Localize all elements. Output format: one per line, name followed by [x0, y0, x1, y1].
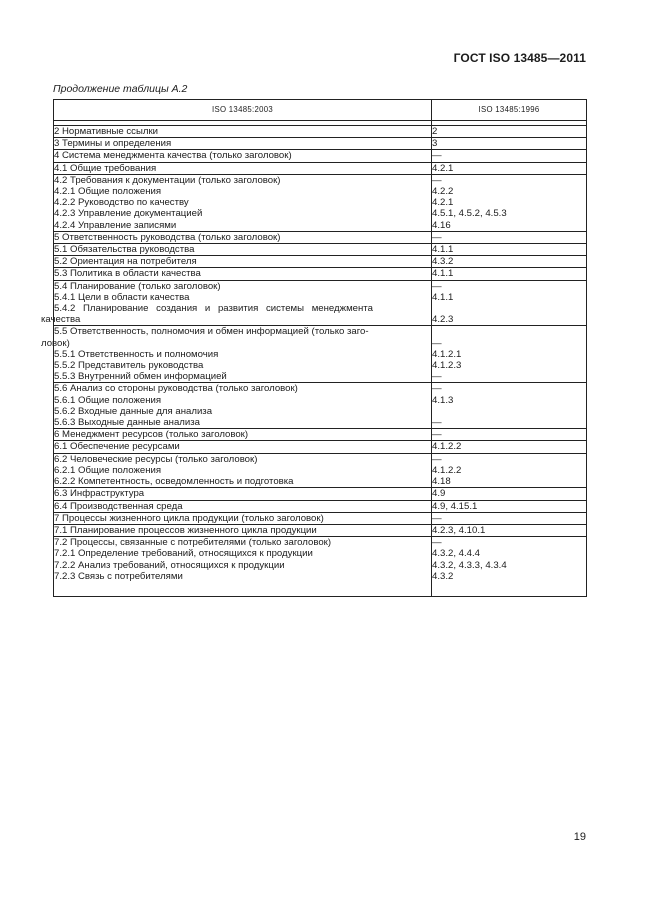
- row-ref: —: [432, 537, 442, 549]
- row-ref: 4.2.1: [432, 197, 454, 209]
- table-row: [54, 268, 587, 280]
- cell-iso-2003: [54, 268, 432, 280]
- row-text: 5.4.2 Планирование создания и развития системы менеджмента: [54, 303, 373, 315]
- cell-iso-1996: [432, 268, 587, 280]
- row-text: 6.2.1 Общие положения: [54, 464, 162, 476]
- cell-iso-2003: [54, 524, 432, 536]
- row-ref: —: [432, 383, 442, 395]
- row-ref: —: [432, 150, 442, 162]
- cell-iso-2003: [41, 326, 432, 383]
- row-text: 5.4.1 Цели в области качества: [54, 291, 190, 303]
- cell-iso-1996: [432, 138, 587, 150]
- cell-iso-1996: [432, 537, 587, 597]
- row-text: 5.6.2 Входные данные для анализа: [54, 405, 213, 417]
- cell-iso-2003: [54, 441, 432, 453]
- table-caption: Продолжение таблицы А.2: [53, 83, 188, 95]
- row-text: 5.5 Ответственность, полномочия и обмен информацией (только заго-: [54, 326, 369, 338]
- cell-iso-2003: [54, 244, 432, 256]
- cell-iso-2003: [54, 138, 432, 150]
- table-row: [54, 453, 587, 488]
- row-text: 5.5.3 Внутренний обмен информацией: [54, 371, 227, 383]
- cell-iso-1996: [432, 326, 587, 383]
- row-ref: 4.1.2.2: [432, 441, 462, 453]
- row-text: 5.1 Обязательства руководства: [54, 244, 195, 256]
- cell-iso-1996: [432, 383, 587, 429]
- column-header-iso-2003: ISO 13485:2003: [54, 100, 432, 121]
- row-text: 4.2.1 Общие положения: [54, 186, 162, 198]
- table-row: [54, 174, 587, 231]
- row-ref: 4.2.3: [432, 314, 454, 326]
- page-number: 19: [573, 831, 586, 843]
- table-row: [54, 441, 587, 453]
- row-text: 6.3 Инфраструктура: [54, 488, 145, 500]
- row-text: 4.2 Требования к документации (только заголовок): [54, 174, 281, 186]
- row-ref: —: [432, 417, 442, 429]
- row-ref: 2: [432, 126, 438, 137]
- cell-iso-2003: [54, 453, 432, 488]
- row-ref: 4.1.1: [432, 244, 454, 256]
- table-row: [54, 524, 587, 536]
- cell-iso-2003: [54, 162, 432, 174]
- cell-iso-1996: [432, 524, 587, 536]
- table-row: [54, 429, 587, 441]
- cell-iso-1996: [432, 174, 587, 231]
- row-text: 4.2.3 Управление документацией: [54, 208, 203, 220]
- row-text: 5.6 Анализ со стороны руководства (только заголовок): [54, 383, 298, 395]
- row-ref: —: [432, 337, 442, 349]
- row-ref: —: [432, 512, 442, 524]
- row-text: 5.3 Политика в области качества: [54, 268, 201, 280]
- row-text: 5.2 Ориентация на потребителя: [54, 256, 197, 268]
- cell-iso-1996: [432, 488, 587, 500]
- row-text: качества: [41, 314, 81, 326]
- table-row: [54, 488, 587, 500]
- cell-iso-1996: [432, 126, 587, 138]
- table-row: [54, 280, 587, 326]
- table-row: [54, 500, 587, 512]
- row-ref: 4.2.1: [432, 162, 454, 174]
- cell-iso-1996: [432, 280, 587, 326]
- row-text: 4.1 Общие требования: [54, 162, 157, 174]
- cell-iso-2003: [54, 231, 432, 243]
- row-text: 7.2.3 Связь с потребителями: [54, 570, 183, 582]
- row-text: 4 Система менеджмента качества (только заголовок): [54, 150, 292, 162]
- row-text: 3 Термины и определения: [54, 138, 172, 150]
- row-ref: [432, 406, 586, 417]
- table-row: [54, 512, 587, 524]
- cell-iso-1996: [432, 231, 587, 243]
- cell-iso-2003: [54, 488, 432, 500]
- cell-iso-2003: [54, 537, 432, 597]
- document-header-standard: ГОСТ ISO 13485—2011: [453, 51, 586, 65]
- row-ref: 4.2.2: [432, 186, 454, 198]
- row-ref: 4.18: [432, 476, 451, 488]
- cell-iso-1996: [432, 150, 587, 162]
- row-text: 5.6.3 Выходные данные анализа: [54, 417, 200, 429]
- cell-iso-2003: [54, 174, 432, 231]
- table-row: [54, 162, 587, 174]
- row-text: 6.4 Производственная среда: [54, 500, 183, 512]
- row-ref: [432, 326, 586, 337]
- row-text: 6 Менеджмент ресурсов (только заголовок): [54, 429, 249, 441]
- row-ref: 4.3.2, 4.4.4: [432, 548, 481, 560]
- table-row: [54, 537, 587, 597]
- cell-iso-1996: [432, 453, 587, 488]
- row-ref: 3: [432, 138, 438, 150]
- table-row: [54, 244, 587, 256]
- table-header-row: [54, 100, 587, 121]
- row-ref: 4.2.3, 4.10.1: [432, 524, 486, 536]
- row-text: 6.1 Обеспечение ресурсами: [54, 441, 180, 453]
- row-ref: 4.1.1: [432, 291, 454, 303]
- table-row: [54, 138, 587, 150]
- row-text: 6.2 Человеческие ресурсы (только заголовок): [54, 453, 258, 465]
- row-text: 7.1 Планирование процессов жизненного цикла продукции: [54, 524, 317, 536]
- row-ref: 4.9: [432, 488, 446, 500]
- row-ref: 4.3.2, 4.3.3, 4.3.4: [432, 559, 507, 571]
- cell-iso-1996: [432, 441, 587, 453]
- row-text: 7.2.2 Анализ требований, относящихся к продукции: [54, 559, 285, 571]
- row-ref: —: [432, 453, 442, 465]
- row-ref: 4.1.1: [432, 268, 454, 280]
- row-ref: —: [432, 429, 442, 441]
- row-text: 5.4 Планирование (только заголовок): [54, 280, 221, 292]
- table-row: [54, 126, 587, 138]
- row-text: 5.6.1 Общие положения: [54, 394, 162, 406]
- row-ref: —: [432, 231, 442, 243]
- row-ref: —: [432, 280, 442, 292]
- row-text: 6.2.2 Компетентность, осведомленность и подготовка: [54, 476, 294, 488]
- row-ref: 4.5.1, 4.5.2, 4.5.3: [432, 208, 507, 220]
- row-text: 4.2.2 Руководство по качеству: [54, 197, 189, 209]
- row-ref: 4.3.2: [432, 256, 454, 268]
- table-row: [54, 256, 587, 268]
- column-header-iso-1996: ISO 13485:1996: [432, 100, 587, 121]
- row-text: ловок): [41, 337, 70, 349]
- cell-iso-2003: [54, 383, 432, 429]
- cell-iso-2003: [54, 500, 432, 512]
- row-text: 7.2 Процессы, связанные с потребителями (только заголовок): [54, 537, 332, 549]
- row-ref: 4.9, 4.15.1: [432, 500, 478, 512]
- table-row: [54, 326, 587, 383]
- row-text: 5.5.2 Представитель руководства: [54, 360, 204, 372]
- cell-iso-2003: [54, 256, 432, 268]
- cell-iso-1996: [432, 512, 587, 524]
- cell-iso-1996: [432, 244, 587, 256]
- cell-iso-1996: [432, 500, 587, 512]
- row-text: 7.2.1 Определение требований, относящихся к продукции: [54, 548, 313, 560]
- table-row: [54, 231, 587, 243]
- row-text: 4.2.4 Управление записями: [54, 219, 177, 231]
- row-ref: —: [432, 371, 442, 383]
- row-text: 5.5.1 Ответственность и полномочия: [54, 348, 219, 360]
- cell-iso-2003: [54, 512, 432, 524]
- cell-iso-2003: [54, 150, 432, 162]
- cell-iso-2003: [54, 429, 432, 441]
- table-row: [54, 150, 587, 162]
- row-ref: 4.1.2.1: [432, 348, 462, 360]
- row-text: 2 Нормативные ссылки: [54, 126, 159, 137]
- row-ref: 4.3.2: [432, 570, 454, 582]
- row-text: 7 Процессы жизненного цикла продукции (только заголовок): [54, 512, 324, 524]
- cell-iso-1996: [432, 256, 587, 268]
- cell-iso-2003: [41, 280, 432, 326]
- row-ref: 4.16: [432, 219, 451, 231]
- table-row: [54, 383, 587, 429]
- row-text: 5 Ответственность руководства (только заголовок): [54, 231, 281, 243]
- row-ref: 4.1.2.2: [432, 464, 462, 476]
- row-ref: 4.1.2.3: [432, 360, 462, 372]
- row-ref: 4.1.3: [432, 394, 454, 406]
- row-ref: [432, 303, 586, 314]
- cell-iso-2003: [54, 126, 432, 138]
- row-ref: —: [432, 174, 442, 186]
- correspondence-table: [41, 99, 587, 597]
- cell-iso-1996: [432, 162, 587, 174]
- cell-iso-1996: [432, 429, 587, 441]
